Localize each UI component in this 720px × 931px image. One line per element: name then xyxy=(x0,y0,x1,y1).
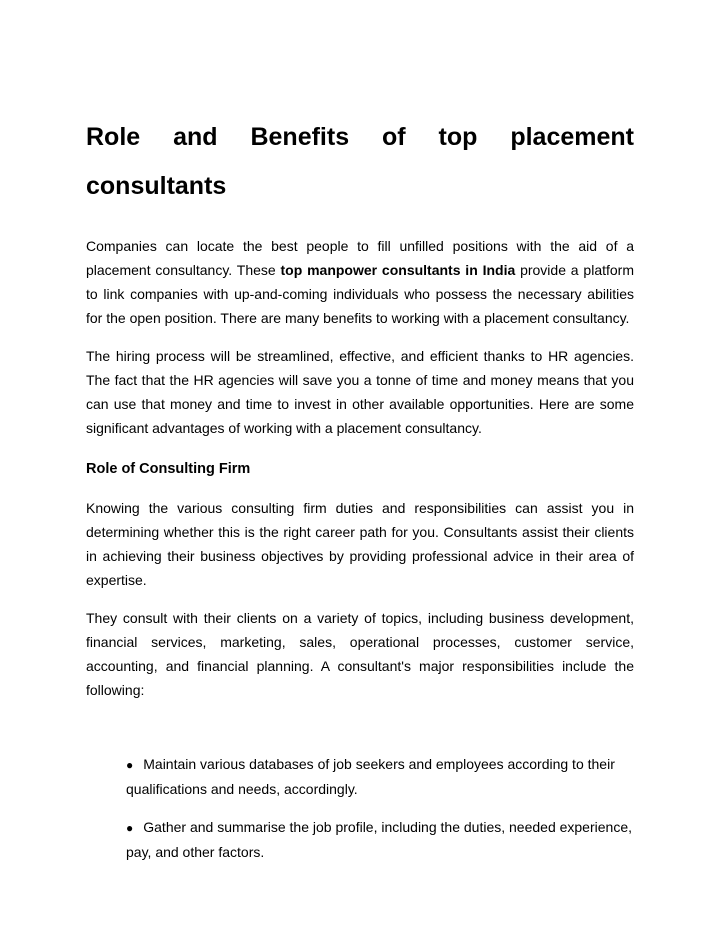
document-content xyxy=(86,113,634,864)
bullet-icon: ● xyxy=(126,821,134,835)
paragraph-hiring-process: The hiring process will be streamlined, effective, and efficient thanks to HR agencies. The fact that the HR agencies will save you a tonne of time and money means that you can use that money and time to invest in other available opportunities. Here are some significant advantages of working with a placement consultancy. xyxy=(86,348,634,436)
keyword-link-text: top manpower consultants in India xyxy=(280,262,516,278)
document-title: Role and Benefits of top placement consultants xyxy=(86,123,634,200)
paragraph-intro-text-start: Companies can locate the best people to fill unfilled positions with the aid of a placement consultancy. These xyxy=(86,238,634,278)
list-item-text: Maintain various databases of job seekers and employees according to their qualifications and needs, accordingly. xyxy=(126,756,615,797)
paragraph-consulting-topics: They consult with their clients on a variety of topics, including business development, financial services, marketing, sales, operational processes, customer service, accounting, and financial planning. A consultant's major responsibilities include the following: xyxy=(86,610,634,698)
section-heading: Role of Consulting Firm xyxy=(86,461,251,477)
list-item xyxy=(126,815,634,864)
paragraph-consulting-duties: Knowing the various consulting firm duties and responsibilities can assist you in determining whether this is the right career path for you. Consultants assist their clients in achieving their business objectives by providing professional advice in their area of expertise. xyxy=(86,500,634,588)
responsibilities-list xyxy=(86,752,634,864)
bullet-icon: ● xyxy=(126,758,134,772)
list-item-text: Gather and summarise the job profile, including the duties, needed experience, pay, and other factors. xyxy=(126,819,632,860)
paragraph-intro-text-end: provide a platform to link companies with up-and-coming individuals who possess the necessary abilities for the open position. There are many benefits to working with a placement consultancy. xyxy=(86,262,634,326)
paragraph-intro xyxy=(86,234,634,330)
list-item xyxy=(126,752,634,801)
